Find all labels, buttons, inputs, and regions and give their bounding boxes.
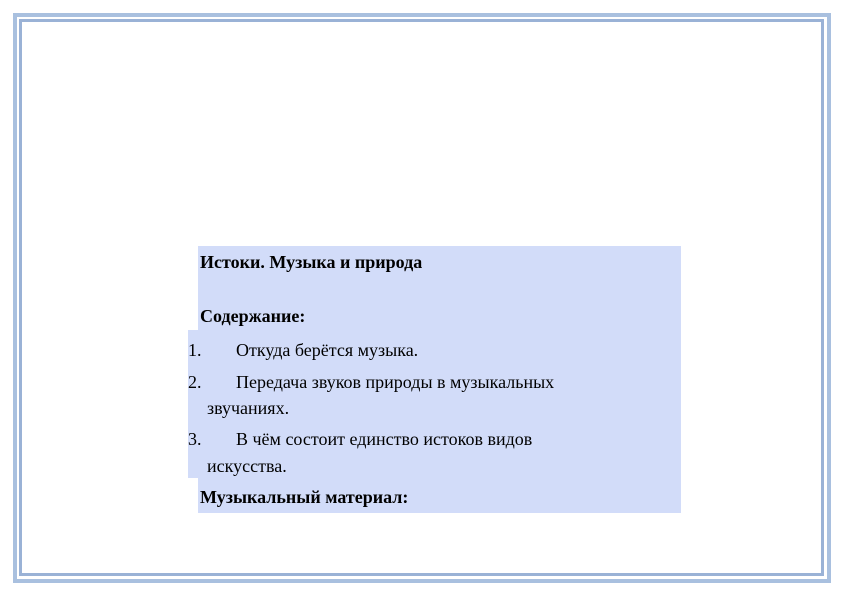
contents-heading: Содержание: [200, 306, 306, 326]
list-item-text: Передача звуков природы в музыкальных [236, 372, 555, 392]
list-item-number: 2. [188, 372, 202, 392]
material-heading: Музыкальный материал: [200, 487, 409, 507]
list-item-text: Откуда берётся музыка. [236, 340, 419, 360]
list-item-text: В чём состоит единство истоков видов [236, 429, 533, 449]
slide-title: Истоки. Музыка и природа [200, 252, 423, 272]
list-item-number: 1. [188, 340, 202, 360]
list-item-text-continued: искусства. [207, 456, 287, 476]
list-item-number: 3. [188, 429, 202, 449]
list-item-text-continued: звучаниях. [207, 398, 290, 418]
